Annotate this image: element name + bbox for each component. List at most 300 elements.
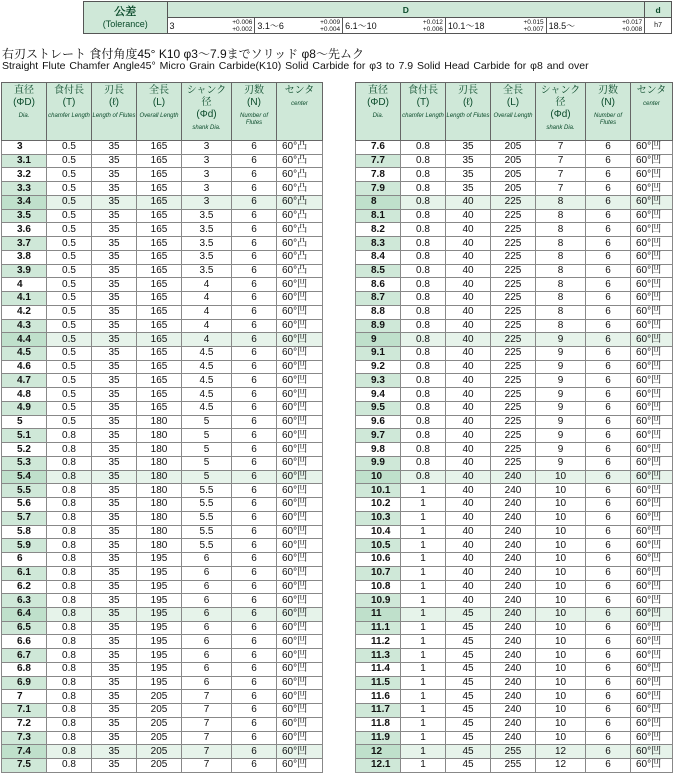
table-cell: 225	[491, 209, 536, 223]
table-cell: 0.5	[47, 182, 92, 196]
table-cell: 3	[182, 141, 232, 155]
table-cell: 3.9	[2, 264, 47, 278]
table-row	[356, 333, 673, 347]
table-cell: 45	[446, 607, 491, 621]
table-cell: 0.5	[47, 360, 92, 374]
table-cell: 9.6	[356, 415, 401, 429]
table-row	[2, 223, 323, 237]
table-cell: 195	[137, 635, 182, 649]
table-row	[2, 415, 323, 429]
table-cell: 180	[137, 511, 182, 525]
table-row	[2, 621, 323, 635]
table-cell: 60°凹	[631, 154, 673, 168]
table-cell: 7	[182, 745, 232, 759]
table-cell: 165	[137, 182, 182, 196]
table-cell: 35	[92, 168, 137, 182]
table-cell: 8.2	[356, 223, 401, 237]
table-cell: 60°凹	[277, 292, 323, 306]
table-row	[356, 168, 673, 182]
table-cell: 6	[586, 676, 631, 690]
table-cell: 60°凹	[631, 566, 673, 580]
table-cell: 60°凹	[631, 607, 673, 621]
table-cell: 1	[401, 553, 446, 567]
table-row	[2, 388, 323, 402]
table-cell: 0.5	[47, 401, 92, 415]
table-cell: 165	[137, 141, 182, 155]
table-cell: 0.8	[401, 305, 446, 319]
table-cell: 240	[491, 690, 536, 704]
table-cell: 45	[446, 676, 491, 690]
table-cell: 6	[182, 594, 232, 608]
table-cell: 0.8	[401, 374, 446, 388]
table-row	[2, 745, 323, 759]
table-cell: 60°凹	[631, 182, 673, 196]
table-cell: 0.8	[47, 635, 92, 649]
table-cell: 35	[92, 539, 137, 553]
table-cell: 60°凹	[631, 594, 673, 608]
table-cell: 6	[586, 333, 631, 347]
table-cell: 7.8	[356, 168, 401, 182]
table-cell: 6	[586, 539, 631, 553]
table-cell: 6	[586, 195, 631, 209]
table-cell: 10	[536, 690, 586, 704]
table-cell: 35	[92, 401, 137, 415]
table-cell: 40	[446, 237, 491, 251]
table-cell: 60°凹	[277, 278, 323, 292]
table-cell: 6	[586, 168, 631, 182]
table-cell: 9	[536, 374, 586, 388]
table-cell: 60°凹	[631, 237, 673, 251]
table-cell: 0.8	[401, 168, 446, 182]
table-cell: 60°凹	[631, 333, 673, 347]
table-cell: 6	[232, 484, 277, 498]
caption-japanese: 右刃ストレート 食付角度45° K10 φ3～7.9までソリッド φ8～先ムク	[2, 47, 364, 61]
table-row	[356, 553, 673, 567]
table-cell: 35	[92, 305, 137, 319]
table-cell: 6	[586, 319, 631, 333]
table-cell: 10.5	[356, 539, 401, 553]
table-cell: 8	[356, 195, 401, 209]
table-cell: 6	[586, 662, 631, 676]
table-cell: 0.8	[401, 456, 446, 470]
table-cell: 6	[586, 553, 631, 567]
table-cell: 0.8	[47, 429, 92, 443]
table-cell: 35	[92, 580, 137, 594]
table-row	[356, 223, 673, 237]
table-cell: 10	[536, 731, 586, 745]
table-cell: 6	[586, 250, 631, 264]
table-cell: 45	[446, 635, 491, 649]
table-cell: 165	[137, 195, 182, 209]
column-header: シャンク径 (Φd) shank Dia.	[536, 83, 586, 141]
table-row	[356, 237, 673, 251]
table-cell: 6	[586, 264, 631, 278]
table-cell: 0.8	[47, 511, 92, 525]
table-cell: 60°凹	[277, 415, 323, 429]
table-row	[356, 305, 673, 319]
table-cell: 40	[446, 484, 491, 498]
table-cell: 6	[232, 443, 277, 457]
table-cell: 225	[491, 360, 536, 374]
table-cell: 60°凹	[631, 525, 673, 539]
table-cell: 10	[536, 484, 586, 498]
column-header: センタ center	[277, 83, 323, 141]
table-cell: 6	[232, 498, 277, 512]
table-cell: 40	[446, 347, 491, 361]
table-cell: 6	[586, 759, 631, 773]
table-cell: 165	[137, 305, 182, 319]
table-cell: 0.8	[47, 649, 92, 663]
table-row	[356, 539, 673, 553]
table-cell: 6	[232, 319, 277, 333]
table-cell: 60°凹	[631, 580, 673, 594]
table-cell: 180	[137, 498, 182, 512]
table-cell: 60°凹	[631, 649, 673, 663]
table-cell: 165	[137, 264, 182, 278]
table-row	[2, 662, 323, 676]
table-cell: 60°凸	[277, 168, 323, 182]
table-cell: 9	[536, 456, 586, 470]
table-cell: 5.5	[182, 511, 232, 525]
table-row	[2, 580, 323, 594]
table-cell: 225	[491, 374, 536, 388]
table-cell: 205	[137, 717, 182, 731]
table-cell: 45	[446, 759, 491, 773]
table-cell: 9	[536, 415, 586, 429]
table-cell: 10	[536, 525, 586, 539]
table-cell: 3.4	[2, 195, 47, 209]
tolerance-header-D: D	[167, 2, 645, 18]
table-cell: 12.1	[356, 759, 401, 773]
table-cell: 1	[401, 594, 446, 608]
table-cell: 0.8	[401, 250, 446, 264]
table-row	[356, 264, 673, 278]
table-cell: 6	[232, 594, 277, 608]
table-cell: 1	[401, 759, 446, 773]
table-row	[2, 690, 323, 704]
table-row	[2, 209, 323, 223]
table-cell: 12	[356, 745, 401, 759]
table-cell: 60°凹	[277, 553, 323, 567]
table-cell: 10	[536, 704, 586, 718]
table-cell: 9	[536, 388, 586, 402]
table-cell: 40	[446, 456, 491, 470]
table-row	[2, 553, 323, 567]
table-cell: 8	[536, 292, 586, 306]
table-cell: 10	[536, 607, 586, 621]
table-cell: 6	[232, 401, 277, 415]
table-cell: 0.8	[401, 333, 446, 347]
table-cell: 40	[446, 305, 491, 319]
table-cell: 11.3	[356, 649, 401, 663]
table-cell: 6	[232, 292, 277, 306]
table-row	[356, 484, 673, 498]
table-cell: 7	[536, 141, 586, 155]
table-cell: 60°凹	[277, 704, 323, 718]
table-cell: 7	[536, 168, 586, 182]
table-cell: 9.7	[356, 429, 401, 443]
table-cell: 5	[182, 415, 232, 429]
table-cell: 0.8	[401, 347, 446, 361]
table-row	[356, 621, 673, 635]
table-cell: 5.9	[2, 539, 47, 553]
table-cell: 35	[92, 525, 137, 539]
table-cell: 8	[536, 319, 586, 333]
table-cell: 60°凸	[277, 237, 323, 251]
table-cell: 35	[92, 484, 137, 498]
table-cell: 35	[92, 745, 137, 759]
table-cell: 60°凸	[277, 250, 323, 264]
table-cell: 0.8	[47, 731, 92, 745]
table-cell: 0.8	[401, 154, 446, 168]
table-cell: 0.5	[47, 333, 92, 347]
table-cell: 7.4	[2, 745, 47, 759]
table-cell: 4.2	[2, 305, 47, 319]
tolerance-deviation: +0.006 +0.002	[216, 18, 255, 34]
table-cell: 10.2	[356, 498, 401, 512]
tolerance-table	[83, 1, 672, 34]
table-cell: 6	[232, 470, 277, 484]
table-row	[356, 278, 673, 292]
table-cell: 1	[401, 484, 446, 498]
table-row	[356, 292, 673, 306]
table-cell: 6	[586, 360, 631, 374]
table-cell: 7.9	[356, 182, 401, 196]
table-row	[356, 759, 673, 773]
table-cell: 6	[232, 759, 277, 773]
table-cell: 35	[92, 470, 137, 484]
table-cell: 3.5	[182, 250, 232, 264]
table-cell: 0.5	[47, 168, 92, 182]
table-cell: 6	[232, 662, 277, 676]
table-cell: 10	[536, 717, 586, 731]
table-cell: 35	[92, 333, 137, 347]
table-cell: 0.5	[47, 264, 92, 278]
table-row	[2, 182, 323, 196]
table-cell: 10	[536, 621, 586, 635]
table-cell: 5	[182, 429, 232, 443]
table-cell: 7.7	[356, 154, 401, 168]
table-cell: 180	[137, 484, 182, 498]
table-cell: 0.8	[47, 607, 92, 621]
table-cell: 6	[232, 223, 277, 237]
table-cell: 40	[446, 264, 491, 278]
table-cell: 4.1	[2, 292, 47, 306]
table-cell: 240	[491, 731, 536, 745]
table-cell: 9.8	[356, 443, 401, 457]
table-cell: 35	[92, 621, 137, 635]
table-cell: 40	[446, 209, 491, 223]
tolerance-range: 10.1～18	[445, 18, 509, 34]
table-row	[356, 195, 673, 209]
table-cell: 9	[356, 333, 401, 347]
table-cell: 6	[586, 717, 631, 731]
table-cell: 1	[401, 539, 446, 553]
tolerance-deviation: +0.017 +0.008	[606, 18, 645, 34]
table-cell: 6	[232, 250, 277, 264]
table-row	[356, 209, 673, 223]
table-cell: 3.7	[2, 237, 47, 251]
table-cell: 165	[137, 388, 182, 402]
table-cell: 35	[92, 717, 137, 731]
table-cell: 10	[536, 566, 586, 580]
table-cell: 5.6	[2, 498, 47, 512]
table-cell: 12	[536, 759, 586, 773]
column-header: 全長 (L) Overall Length	[491, 83, 536, 141]
table-cell: 60°凹	[631, 209, 673, 223]
table-cell: 6	[232, 635, 277, 649]
table-cell: 5.7	[2, 511, 47, 525]
table-cell: 60°凹	[631, 360, 673, 374]
table-cell: 4	[182, 319, 232, 333]
table-cell: 60°凹	[631, 292, 673, 306]
table-cell: 9	[536, 443, 586, 457]
table-cell: 35	[92, 278, 137, 292]
table-cell: 225	[491, 388, 536, 402]
table-row	[2, 456, 323, 470]
table-cell: 5.5	[182, 525, 232, 539]
table-cell: 240	[491, 621, 536, 635]
table-cell: 6	[232, 539, 277, 553]
table-cell: 60°凹	[277, 566, 323, 580]
table-cell: 4.5	[182, 360, 232, 374]
table-cell: 10.4	[356, 525, 401, 539]
table-cell: 195	[137, 607, 182, 621]
table-cell: 0.5	[47, 141, 92, 155]
table-cell: 60°凹	[631, 745, 673, 759]
table-cell: 4.8	[2, 388, 47, 402]
table-row	[356, 607, 673, 621]
table-cell: 6	[232, 649, 277, 663]
table-cell: 205	[491, 154, 536, 168]
table-cell: 0.5	[47, 154, 92, 168]
table-cell: 4	[182, 333, 232, 347]
table-cell: 60°凸	[277, 182, 323, 196]
table-row	[2, 250, 323, 264]
table-cell: 0.8	[47, 580, 92, 594]
table-cell: 6	[2, 553, 47, 567]
table-row	[356, 649, 673, 663]
table-cell: 11.5	[356, 676, 401, 690]
table-cell: 165	[137, 154, 182, 168]
table-cell: 7.3	[2, 731, 47, 745]
table-cell: 35	[92, 498, 137, 512]
table-cell: 60°凹	[277, 621, 323, 635]
table-cell: 60°凸	[277, 195, 323, 209]
table-cell: 40	[446, 511, 491, 525]
table-cell: 255	[491, 745, 536, 759]
table-cell: 240	[491, 498, 536, 512]
table-cell: 180	[137, 429, 182, 443]
table-cell: 7	[536, 154, 586, 168]
table-cell: 40	[446, 401, 491, 415]
table-cell: 6	[586, 525, 631, 539]
table-cell: 5.5	[2, 484, 47, 498]
table-cell: 60°凹	[631, 676, 673, 690]
table-cell: 6.5	[2, 621, 47, 635]
table-cell: 8.5	[356, 264, 401, 278]
table-cell: 0.8	[401, 429, 446, 443]
table-cell: 240	[491, 566, 536, 580]
table-cell: 225	[491, 292, 536, 306]
table-cell: 60°凹	[631, 717, 673, 731]
table-cell: 3.5	[182, 237, 232, 251]
table-cell: 60°凹	[277, 676, 323, 690]
table-cell: 180	[137, 443, 182, 457]
table-cell: 35	[446, 182, 491, 196]
table-cell: 6	[232, 195, 277, 209]
table-cell: 10	[536, 539, 586, 553]
table-cell: 0.5	[47, 292, 92, 306]
table-cell: 4.5	[182, 401, 232, 415]
table-cell: 1	[401, 704, 446, 718]
table-cell: 180	[137, 470, 182, 484]
column-header: 直径 (ΦD) Dia.	[2, 83, 47, 141]
table-cell: 6	[586, 223, 631, 237]
table-cell: 35	[92, 182, 137, 196]
table-cell: 6	[182, 580, 232, 594]
table-cell: 40	[446, 319, 491, 333]
table-cell: 12	[536, 745, 586, 759]
table-cell: 11.7	[356, 704, 401, 718]
table-cell: 240	[491, 539, 536, 553]
table-cell: 9	[536, 401, 586, 415]
table-cell: 10.7	[356, 566, 401, 580]
table-cell: 165	[137, 401, 182, 415]
table-cell: 0.8	[401, 141, 446, 155]
table-cell: 9.2	[356, 360, 401, 374]
table-cell: 6	[232, 607, 277, 621]
table-row	[356, 594, 673, 608]
table-cell: 4	[182, 305, 232, 319]
table-cell: 35	[92, 319, 137, 333]
table-cell: 8.8	[356, 305, 401, 319]
table-cell: 6.9	[2, 676, 47, 690]
table-cell: 60°凸	[277, 223, 323, 237]
table-row	[356, 154, 673, 168]
table-cell: 60°凹	[277, 333, 323, 347]
table-cell: 8.6	[356, 278, 401, 292]
table-cell: 11.4	[356, 662, 401, 676]
table-cell: 10.6	[356, 553, 401, 567]
table-cell: 1	[401, 649, 446, 663]
table-cell: 60°凹	[631, 319, 673, 333]
table-cell: 9.4	[356, 388, 401, 402]
table-cell: 40	[446, 360, 491, 374]
table-row	[2, 360, 323, 374]
table-cell: 60°凹	[277, 580, 323, 594]
table-cell: 3.2	[2, 168, 47, 182]
table-cell: 60°凹	[631, 278, 673, 292]
table-cell: 165	[137, 168, 182, 182]
table-row	[356, 580, 673, 594]
table-row	[2, 649, 323, 663]
table-cell: 0.8	[401, 278, 446, 292]
table-cell: 3.3	[2, 182, 47, 196]
table-cell: 60°凹	[631, 250, 673, 264]
table-cell: 60°凹	[277, 498, 323, 512]
table-cell: 6	[232, 415, 277, 429]
table-cell: 60°凹	[277, 731, 323, 745]
table-cell: 6	[586, 607, 631, 621]
table-cell: 45	[446, 745, 491, 759]
table-cell: 60°凹	[631, 704, 673, 718]
table-row	[2, 511, 323, 525]
table-cell: 4.5	[182, 347, 232, 361]
table-row	[2, 429, 323, 443]
table-cell: 195	[137, 621, 182, 635]
table-cell: 6	[232, 525, 277, 539]
